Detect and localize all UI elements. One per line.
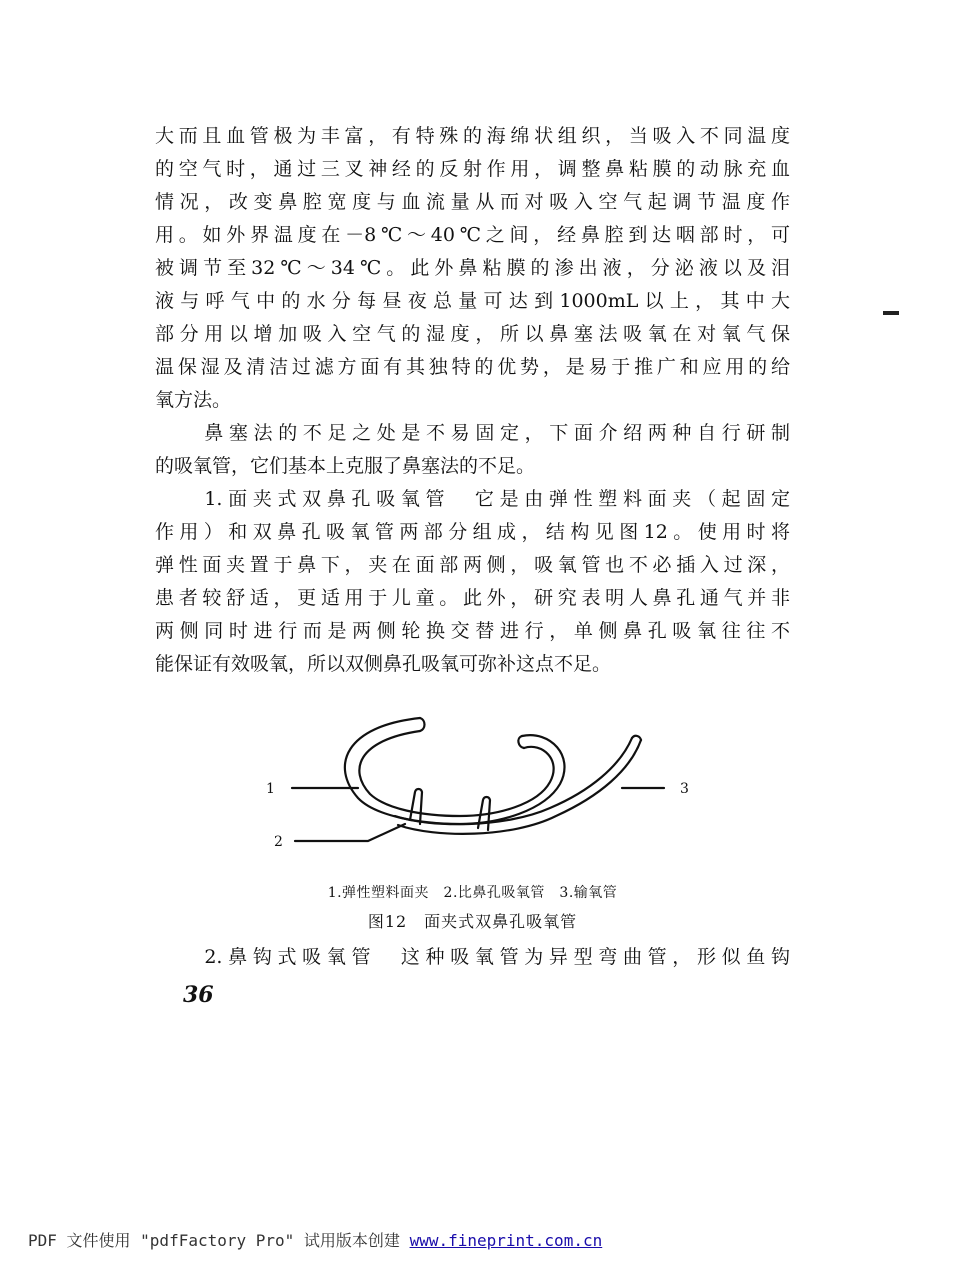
leader-line-2 (295, 824, 405, 841)
body-text-continued (155, 941, 790, 974)
pdf-footer (28, 1230, 602, 1252)
figure-label-3: 3 (680, 781, 689, 797)
figure-label-2: 2 (274, 834, 283, 850)
text-line: 部分用以增加吸入空气的湿度，所以鼻塞法吸氧在对氧气保 (155, 323, 790, 345)
face-clip-band-inner (359, 731, 553, 816)
margin-mark (883, 311, 899, 315)
figure-oxygen-tube (250, 696, 710, 871)
figure-label-1: 1 (266, 781, 275, 797)
nostril-prong-left (410, 789, 422, 824)
figure-legend: 1.弹性塑料面夹 2.比鼻孔吸氧管 3.输氧管 (327, 885, 618, 901)
text-line: 的吸氧管，它们基本上克服了鼻塞法的不足。 (155, 455, 536, 477)
text-line: 温保湿及清洁过滤方面有其独特的优势，是易于推广和应用的给 (155, 356, 790, 378)
text-line: 能保证有效吸氧，所以双侧鼻孔吸氧可弥补这点不足。 (155, 653, 612, 675)
text-line: 被调节至32℃～34℃。此外鼻粘膜的渗出液，分泌液以及泪 (155, 257, 790, 279)
nasal-tube-inner (398, 740, 641, 834)
text-line: 弹性面夹置于鼻下，夹在面部两侧，吸氧管也不必插入过深， (155, 554, 790, 576)
text-line: 2.鼻钩式吸氧管 这种吸氧管为异型弯曲管，形似鱼钩 (155, 946, 790, 968)
oxygen-tube-illustration (250, 696, 710, 871)
text-line: 的空气时，通过三叉神经的反射作用，调整鼻粘膜的动脉充血 (155, 158, 790, 180)
text-line: 情况，改变鼻腔宽度与血流量从而对吸入空气起调节温度作 (155, 191, 790, 213)
face-clip-band (345, 718, 565, 824)
face-clip-end-right (518, 736, 524, 748)
face-clip-end-left (420, 718, 425, 731)
nasal-tube (395, 738, 632, 824)
footer-link[interactable]: www.fineprint.com.cn (409, 1231, 603, 1250)
tube-end (632, 736, 641, 740)
body-text (155, 120, 790, 681)
text-line: 液与呼气中的水分每昼夜总量可达到1000mL以上，其中大 (155, 290, 790, 312)
text-line: 大而且血管极为丰富，有特殊的海绵状组织，当吸入不同温度 (155, 125, 790, 147)
text-line: 鼻塞法的不足之处是不易固定，下面介绍两种自行研制 (155, 422, 790, 444)
text-line: 患者较舒适，更适用于儿童。此外，研究表明人鼻孔通气并非 (155, 587, 790, 609)
text-line: 1.面夹式双鼻孔吸氧管 它是由弹性塑料面夹（起固定 (155, 488, 790, 510)
footer-text: PDF 文件使用 "pdfFactory Pro" 试用版本创建 (28, 1231, 410, 1250)
text-line: 作用）和双鼻孔吸氧管两部分组成，结构见图12。使用时将 (155, 521, 790, 543)
text-line: 两侧同时进行而是两侧轮换交替进行，单侧鼻孔吸氧往往不 (155, 620, 790, 642)
page-number: 36 (183, 982, 214, 1008)
text-line: 用。如外界温度在－8℃～40℃之间，经鼻腔到达咽部时，可 (155, 224, 790, 246)
figure-caption: 图12 面夹式双鼻孔吸氧管 (367, 912, 578, 931)
text-line: 氧方法。 (155, 389, 232, 411)
